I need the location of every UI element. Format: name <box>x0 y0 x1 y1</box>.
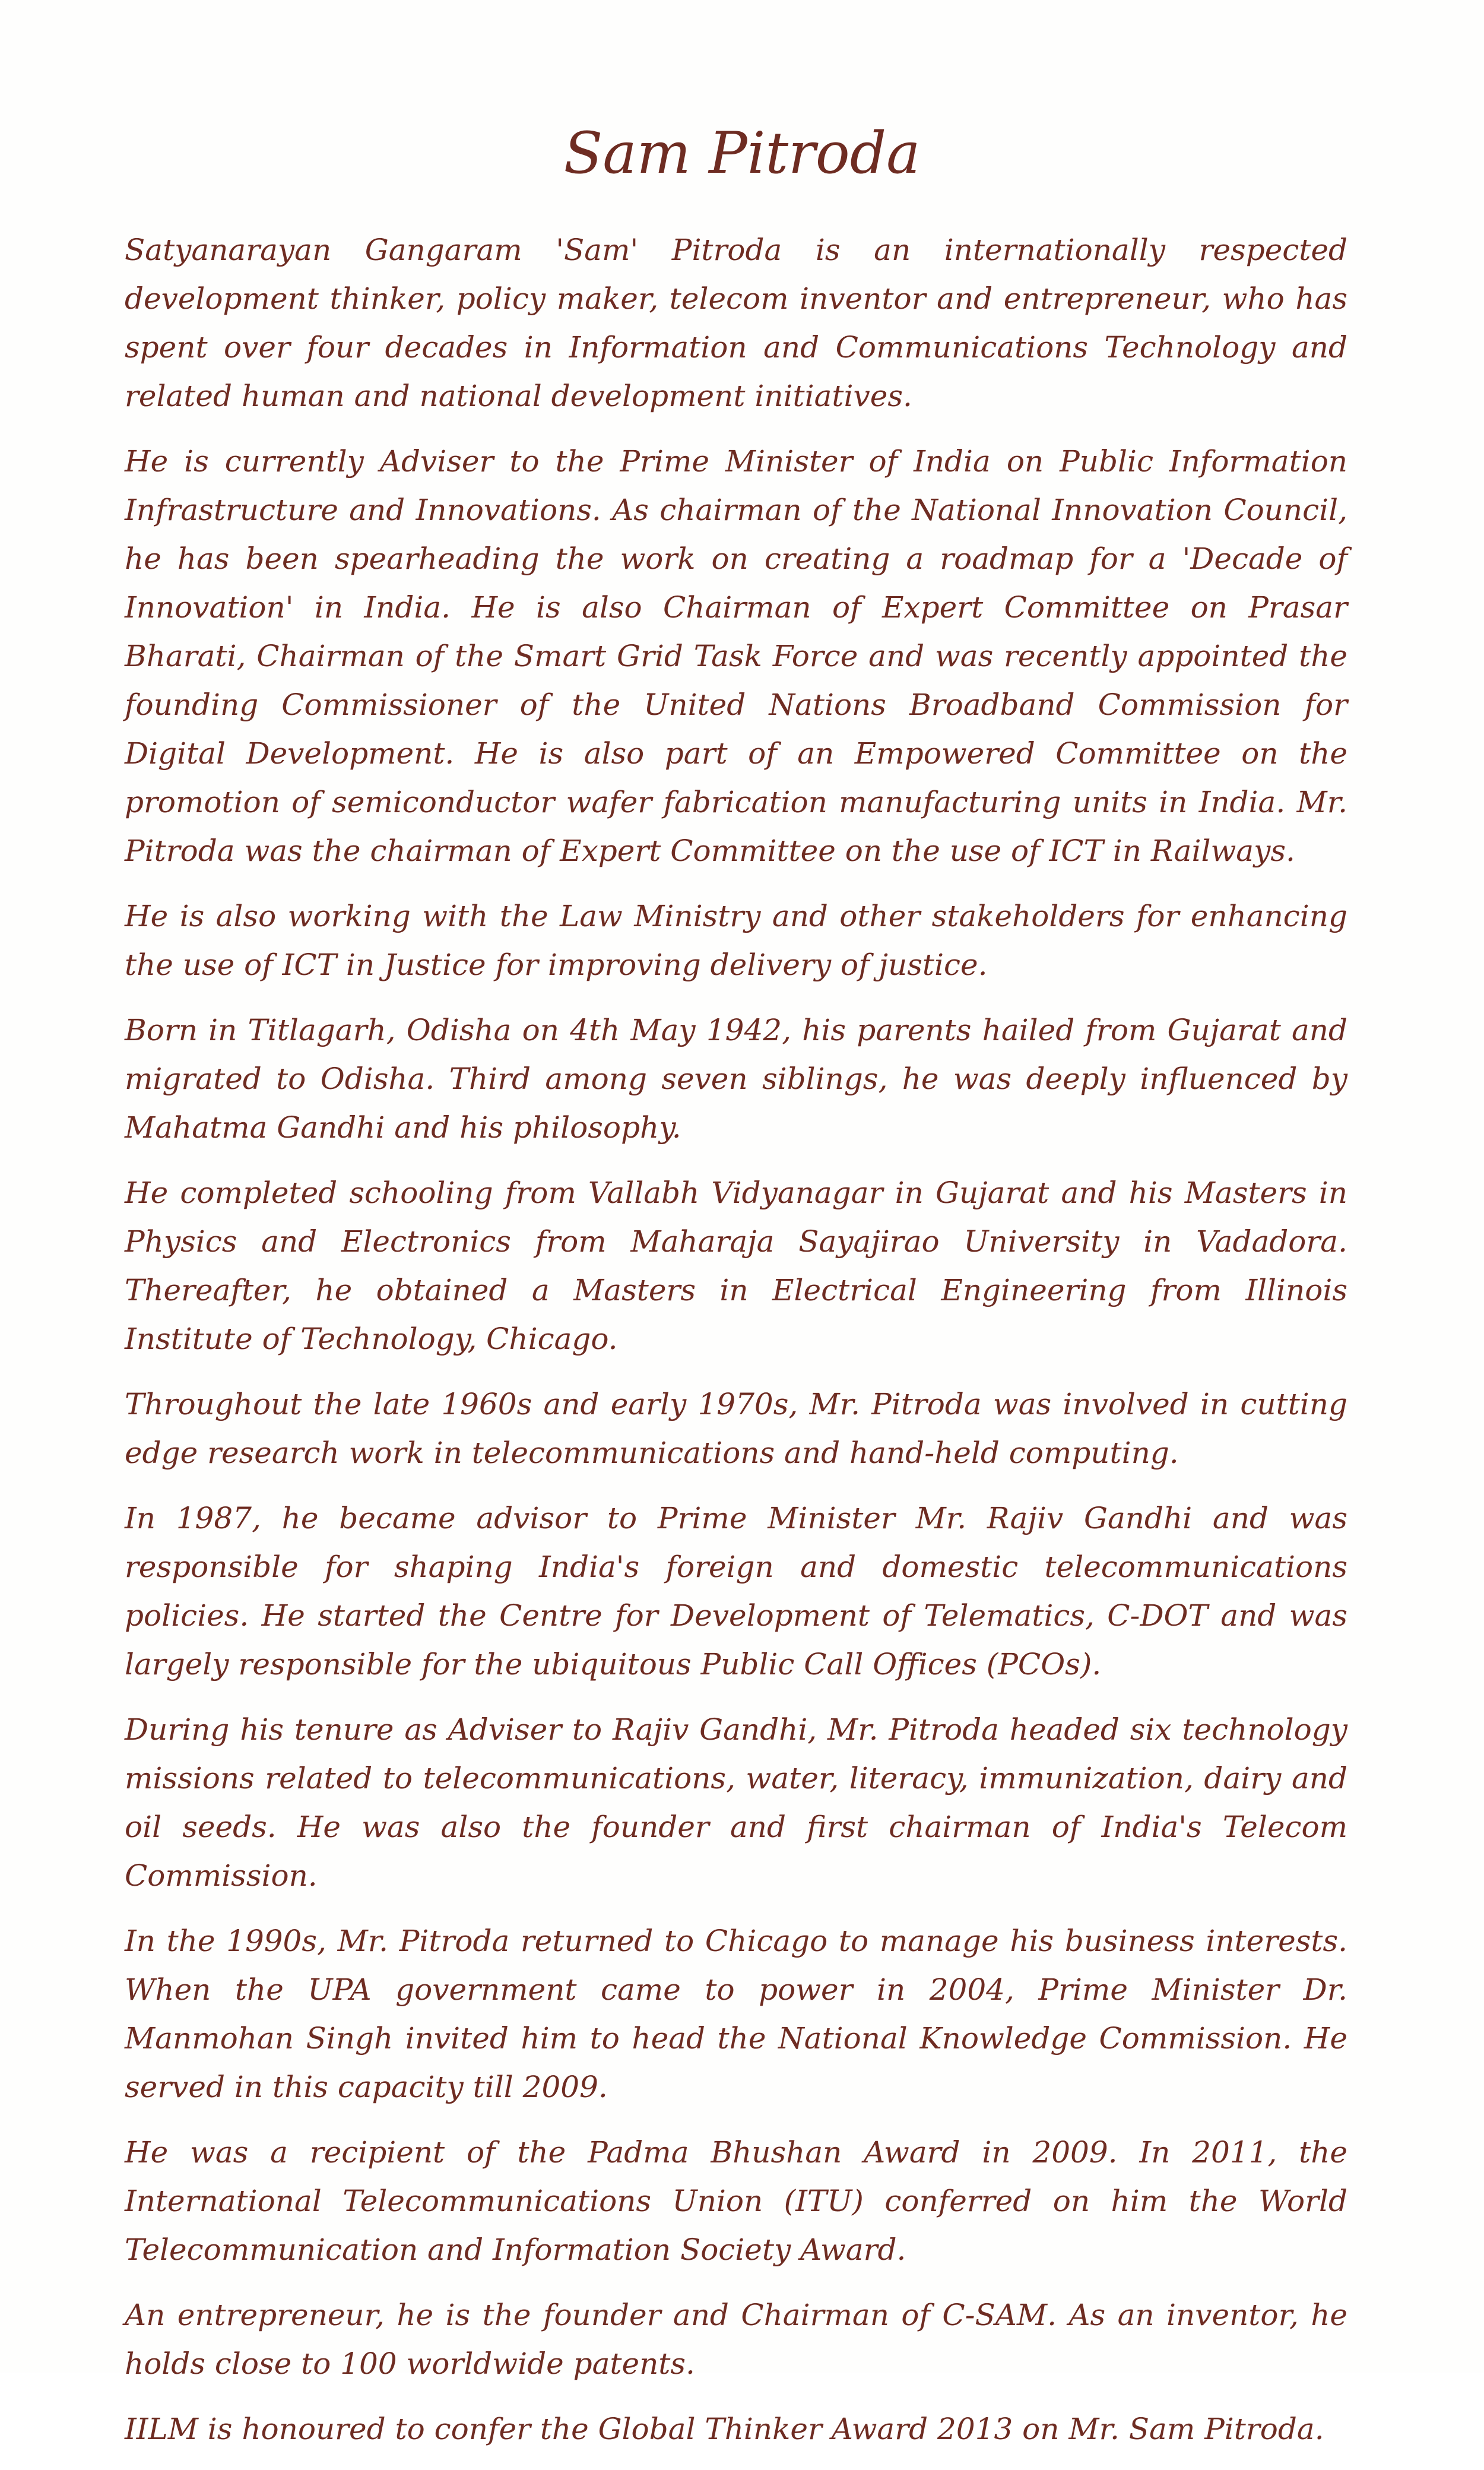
paragraph-1990s: In the 1990s, Mr. Pitroda returned to Chicago to manage his business interests. When the UPA government came to power in 2004, Prime Minister Dr. Manmohan Singh invited him to head the National Knowledge Commission. He served in this capacity till 2009. <box>125 1924 1347 2104</box>
paragraph-entrepreneur: An entrepreneur, he is the founder and Chairman of C-SAM. As an inventor, he holds close to 100 worldwide patents. <box>125 2298 1347 2381</box>
page-title: Sam Pitroda <box>563 120 921 186</box>
paragraph-current-roles: He is currently Adviser to the Prime Minister of India on Public Information Infrastructure and Innovations. As chairman of the National Innovation Council, he has been spearheading the work on creating a roadmap for a 'Decade of Innovation' in India. He is also Chairman of Expert Committee on Prasar Bharati, Chairman of the Smart Grid Task Force and was recently appointed the founding Commissioner of the United Nations Broadband Commission for Digital Development. He is also part of an Empowered Committee on the promotion of semiconductor wafer fabrication manufacturing units in India. Mr. Pitroda was the chairman of Expert Committee on the use of ICT in Railways. <box>125 444 1347 868</box>
paragraph-intro: Satyanarayan Gangaram 'Sam' Pitroda is an internationally respected development thinker, policy maker, telecom inventor and entrepreneur, who has spent over four decades in Information and Communications Technology and related human and national development initiatives. <box>125 233 1347 413</box>
paragraph-research: Throughout the late 1960s and early 1970s, Mr. Pitroda was involved in cutting edge research work in telecommunications and hand-held computing. <box>125 1387 1347 1470</box>
document-body <box>125 226 1347 2470</box>
paragraph-education: He completed schooling from Vallabh Vidyanagar in Gujarat and his Masters in Physics and Electronics from Maharaja Sayajirao University in Vadadora. Thereafter, he obtained a Masters in Electrical Engineering from Illinois Institute of Technology, Chicago. <box>125 1176 1347 1356</box>
paragraph-tenure: During his tenure as Adviser to Rajiv Gandhi, Mr. Pitroda headed six technology missions related to telecommunications, water, literacy, immunization, dairy and oil seeds. He was also the founder and first chairman of India's Telecom Commission. <box>125 1712 1347 1893</box>
paragraph-birth: Born in Titlagarh, Odisha on 4th May 1942, his parents hailed from Gujarat and migrated to Odisha. Third among seven siblings, he was deeply influenced by Mahatma Gandhi and his philosophy. <box>125 1013 1347 1145</box>
paragraph-conferral: IILM is honoured to confer the Global Thinker Award 2013 on Mr. Sam Pitroda. <box>125 2412 1324 2446</box>
paragraph-awards: He was a recipient of the Padma Bhushan Award in 2009. In 2011, the International Telecommunications Union (ITU) conferred on him the World Telecommunication and Information Society Award. <box>125 2135 1347 2267</box>
paragraph-law-ministry: He is also working with the Law Ministry and other stakeholders for enhancing the use of ICT in Justice for improving delivery of justice. <box>125 899 1347 982</box>
paragraph-1987: In 1987, he became advisor to Prime Minister Mr. Rajiv Gandhi and was responsible for shaping India's foreign and domestic telecommunications policies. He started the Centre for Development of Telematics, C-DOT and was largely responsible for the ubiquitous Public Call Offices (PCOs). <box>125 1501 1347 1682</box>
